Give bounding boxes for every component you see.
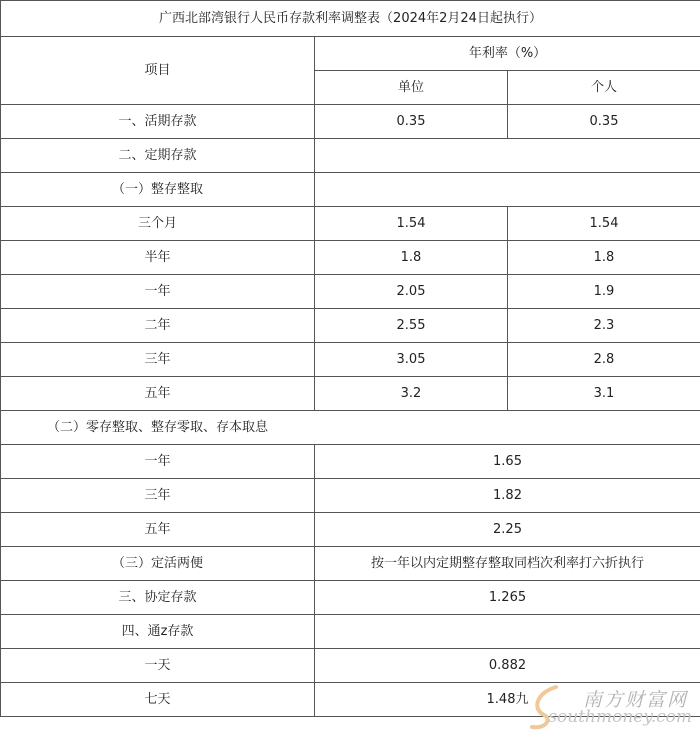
table-row — [1, 513, 700, 547]
watermark-en: southmoney.com — [548, 707, 692, 727]
table-row — [1, 411, 700, 445]
header-unit: 单位 — [315, 71, 508, 105]
row-label: 三、协定存款 — [1, 581, 315, 615]
table-row — [1, 683, 700, 717]
rate-merged: 1.65 — [315, 445, 700, 479]
row-label: 一年 — [1, 445, 315, 479]
row-label: 三年 — [1, 479, 315, 513]
row-label: 一天 — [1, 649, 315, 683]
table-row — [1, 207, 700, 241]
rate-personal: 1.54 — [508, 207, 700, 241]
rate-unit: 2.55 — [315, 309, 508, 343]
row-label: 七天 — [1, 683, 315, 717]
row-label: 二年 — [1, 309, 315, 343]
row-label: 五年 — [1, 377, 315, 411]
empty-cell — [315, 173, 700, 207]
rate-merged: 0.882 — [315, 649, 700, 683]
table-row — [1, 479, 700, 513]
rate-personal: 0.35 — [508, 105, 700, 139]
row-label: （二）零存整取、整存零取、存本取息 — [1, 411, 700, 445]
table-row — [1, 547, 700, 581]
row-label: （一）整存整取 — [1, 173, 315, 207]
table-row — [1, 445, 700, 479]
row-label: 半年 — [1, 241, 315, 275]
rate-personal: 1.8 — [508, 241, 700, 275]
rate-unit: 3.2 — [315, 377, 508, 411]
rate-personal: 1.9 — [508, 275, 700, 309]
rate-unit: 2.05 — [315, 275, 508, 309]
rate-merged: 2.25 — [315, 513, 700, 547]
table-row — [1, 615, 700, 649]
rate-merged: 1.82 — [315, 479, 700, 513]
row-label: 一年 — [1, 275, 315, 309]
row-label: 三个月 — [1, 207, 315, 241]
rate-unit: 1.54 — [315, 207, 508, 241]
rate-personal: 2.8 — [508, 343, 700, 377]
table-row — [1, 105, 700, 139]
row-label: 二、定期存款 — [1, 139, 315, 173]
table-row — [1, 649, 700, 683]
table-row — [1, 343, 700, 377]
title-row — [1, 1, 700, 37]
table-row — [1, 173, 700, 207]
row-label: 三年 — [1, 343, 315, 377]
row-label: 五年 — [1, 513, 315, 547]
row-label: 一、活期存款 — [1, 105, 315, 139]
table-row — [1, 377, 700, 411]
rate-unit: 0.35 — [315, 105, 508, 139]
table-row — [1, 241, 700, 275]
rate-personal: 3.1 — [508, 377, 700, 411]
table-title: 广西北部湾银行人民币存款利率调整表（2024年2月24日起执行） — [1, 1, 700, 37]
table-row — [1, 275, 700, 309]
rate-merged: 1.265 — [315, 581, 700, 615]
table-row — [1, 139, 700, 173]
header-item: 项目 — [1, 37, 315, 105]
empty-cell — [315, 139, 700, 173]
row-label: （三）定活两便 — [1, 547, 315, 581]
rate-unit: 3.05 — [315, 343, 508, 377]
table-row — [1, 309, 700, 343]
rate-merged: 按一年以内定期整存整取同档次利率打六折执行 — [315, 547, 700, 581]
row-label: 四、通z存款 — [1, 615, 315, 649]
watermark-cn: 南方财富网 — [582, 689, 688, 711]
rate-unit: 1.8 — [315, 241, 508, 275]
table-row — [1, 581, 700, 615]
rate-personal: 2.3 — [508, 309, 700, 343]
empty-cell — [315, 615, 700, 649]
header-personal: 个人 — [508, 71, 700, 105]
rate-merged: 1.48九 — [315, 683, 700, 717]
header-annual-rate: 年利率（%） — [315, 37, 700, 71]
header-row — [1, 37, 700, 71]
